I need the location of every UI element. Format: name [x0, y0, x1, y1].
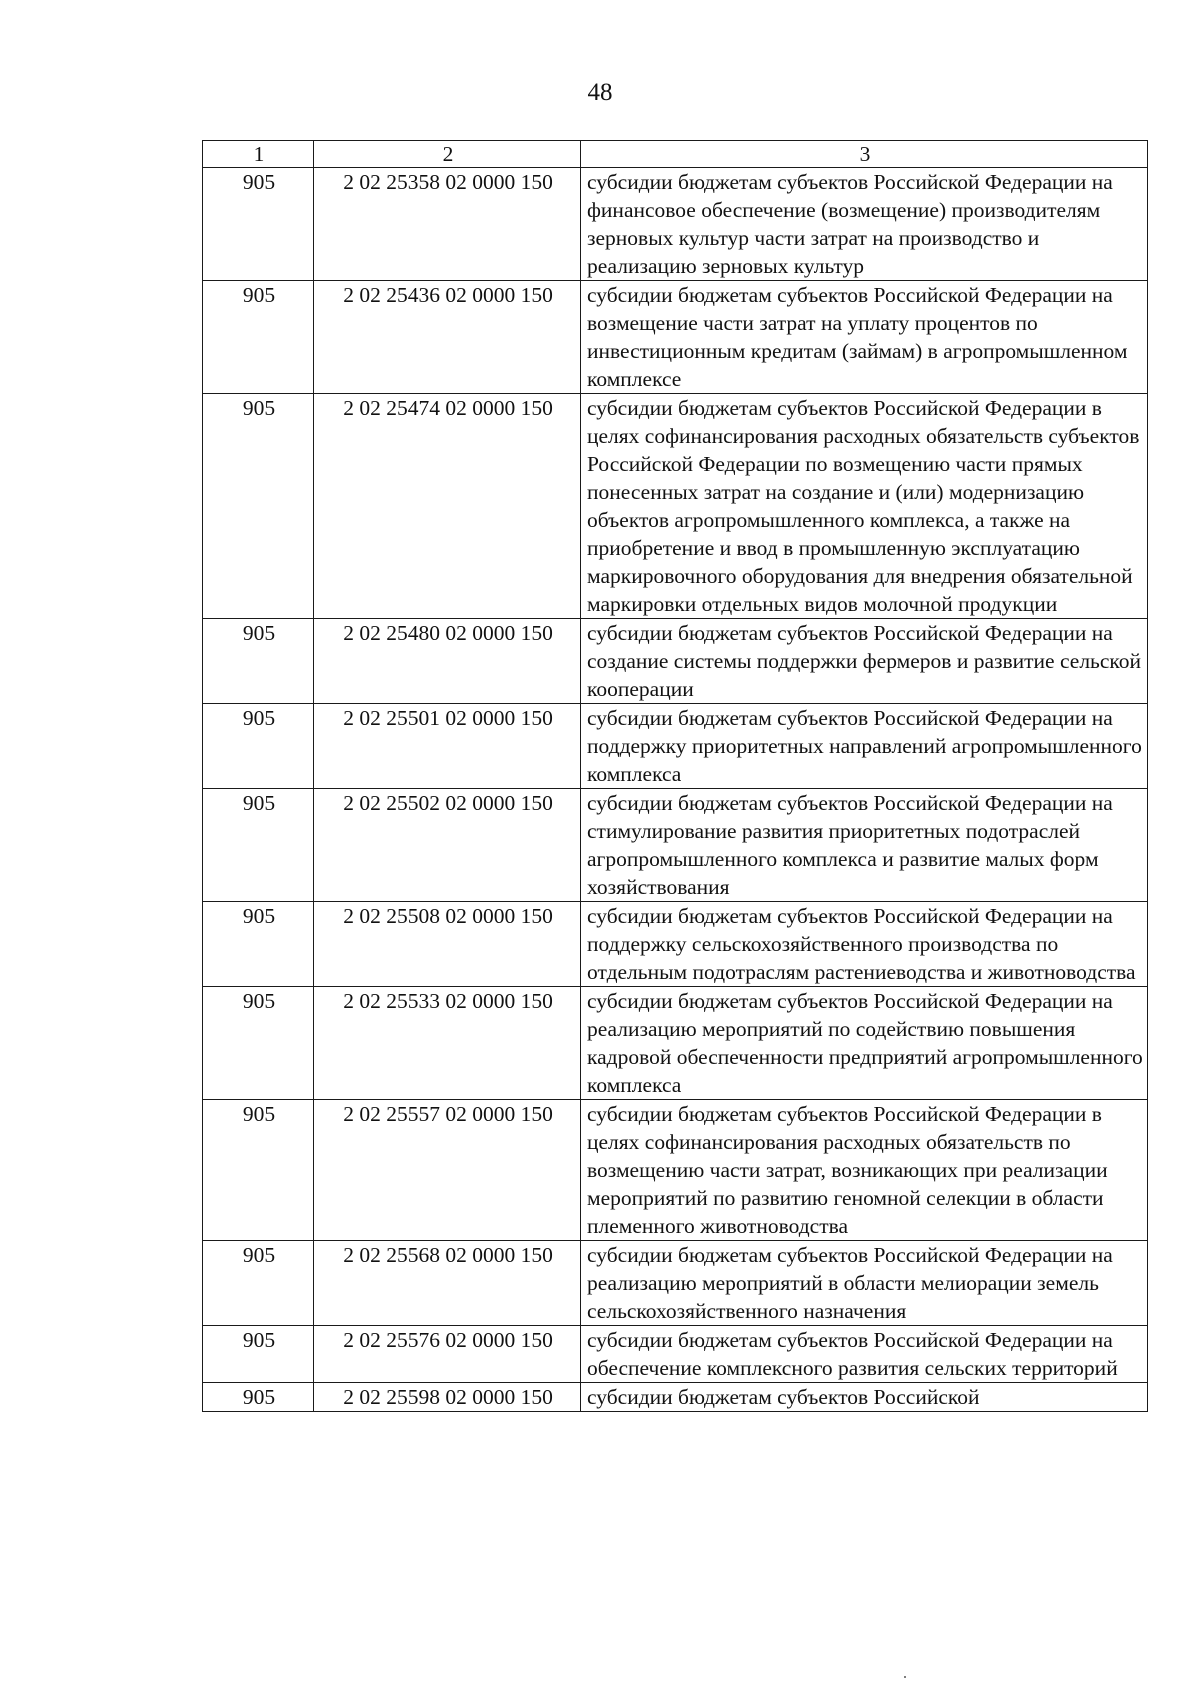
admin-code-cell: 905	[203, 987, 314, 1100]
table-row	[203, 789, 1148, 902]
table-row	[203, 394, 1148, 619]
revenue-name-cell: субсидии бюджетам субъектов Российской Федерации в целях софинансирования расходных обязательств субъектов Российской Федерации по возмещению части прямых понесенных затрат на создание и (или) модернизацию объектов агропромышленного комплекса, а также на приобретение и ввод в промышленную эксплуатацию маркировочного оборудования для внедрения обязательной маркировки отдельных видов молочной продукции	[581, 394, 1148, 619]
revenue-name-cell: субсидии бюджетам субъектов Российской Федерации на создание системы поддержки фермеров и развитие сельской кооперации	[581, 619, 1148, 704]
admin-code-cell: 905	[203, 394, 314, 619]
budget-code-cell: 2 02 25501 02 0000 150	[314, 704, 581, 789]
budget-code-cell: 2 02 25480 02 0000 150	[314, 619, 581, 704]
revenue-name-cell: субсидии бюджетам субъектов Российской Федерации на возмещение части затрат на уплату процентов по инвестиционным кредитам (займам) в агропромышленном комплексе	[581, 281, 1148, 394]
budget-code-cell: 2 02 25358 02 0000 150	[314, 168, 581, 281]
admin-code-cell: 905	[203, 704, 314, 789]
admin-code-cell: 905	[203, 1241, 314, 1326]
admin-code-cell: 905	[203, 902, 314, 987]
admin-code-cell: 905	[203, 168, 314, 281]
admin-code-cell: 905	[203, 789, 314, 902]
revenue-name-cell: субсидии бюджетам субъектов Российской Федерации на стимулирование развития приоритетных подотраслей агропромышленного комплекса и развитие малых форм хозяйствования	[581, 789, 1148, 902]
admin-code-cell: 905	[203, 1100, 314, 1241]
table-row	[203, 281, 1148, 394]
table-row	[203, 1241, 1148, 1326]
revenue-name-cell: субсидии бюджетам субъектов Российской Федерации на поддержку сельскохозяйственного производства по отдельным подотраслям растениеводства и животноводства	[581, 902, 1148, 987]
column-header-1: 1	[203, 141, 314, 168]
table-row	[203, 704, 1148, 789]
budget-code-cell: 2 02 25557 02 0000 150	[314, 1100, 581, 1241]
budget-code-cell: 2 02 25474 02 0000 150	[314, 394, 581, 619]
revenue-name-cell: субсидии бюджетам субъектов Российской Федерации на поддержку приоритетных направлений агропромышленного комплекса	[581, 704, 1148, 789]
budget-code-cell: 2 02 25508 02 0000 150	[314, 902, 581, 987]
table-row	[203, 1383, 1148, 1412]
page-number: 48	[587, 79, 613, 106]
column-header-3: 3	[581, 141, 1148, 168]
table-body	[203, 168, 1148, 1412]
admin-code-cell: 905	[203, 1383, 314, 1412]
table-row	[203, 168, 1148, 281]
column-header-2: 2	[314, 141, 581, 168]
revenue-name-cell: субсидии бюджетам субъектов Российской Федерации на финансовое обеспечение (возмещение) производителям зерновых культур части затрат на производство и реализацию зерновых культур	[581, 168, 1148, 281]
budget-code-cell: 2 02 25576 02 0000 150	[314, 1326, 581, 1383]
budget-code-cell: 2 02 25436 02 0000 150	[314, 281, 581, 394]
budget-codes-table	[202, 140, 1148, 1412]
revenue-name-cell: субсидии бюджетам субъектов Российской Федерации на реализацию мероприятий по содействию повышения кадровой обеспеченности предприятий агропромышленного комплекса	[581, 987, 1148, 1100]
scan-speck	[904, 1676, 906, 1678]
revenue-name-cell: субсидии бюджетам субъектов Российской Федерации на реализацию мероприятий в области мелиорации земель сельскохозяйственного назначения	[581, 1241, 1148, 1326]
table-row	[203, 1100, 1148, 1241]
table-row	[203, 987, 1148, 1100]
revenue-name-cell: субсидии бюджетам субъектов Российской Федерации в целях софинансирования расходных обязательств по возмещению части затрат, возникающих при реализации мероприятий по развитию геномной селекции в области племенного животноводства	[581, 1100, 1148, 1241]
budget-code-cell: 2 02 25598 02 0000 150	[314, 1383, 581, 1412]
revenue-name-cell: субсидии бюджетам субъектов Российской Федерации на обеспечение комплексного развития сельских территорий	[581, 1326, 1148, 1383]
table-row	[203, 902, 1148, 987]
admin-code-cell: 905	[203, 281, 314, 394]
admin-code-cell: 905	[203, 1326, 314, 1383]
budget-code-cell: 2 02 25568 02 0000 150	[314, 1241, 581, 1326]
admin-code-cell: 905	[203, 619, 314, 704]
budget-code-cell: 2 02 25502 02 0000 150	[314, 789, 581, 902]
budget-code-cell: 2 02 25533 02 0000 150	[314, 987, 581, 1100]
revenue-name-cell: субсидии бюджетам субъектов Российской	[581, 1383, 1148, 1412]
table-row	[203, 619, 1148, 704]
table-row	[203, 1326, 1148, 1383]
table-header-row	[203, 141, 1148, 168]
